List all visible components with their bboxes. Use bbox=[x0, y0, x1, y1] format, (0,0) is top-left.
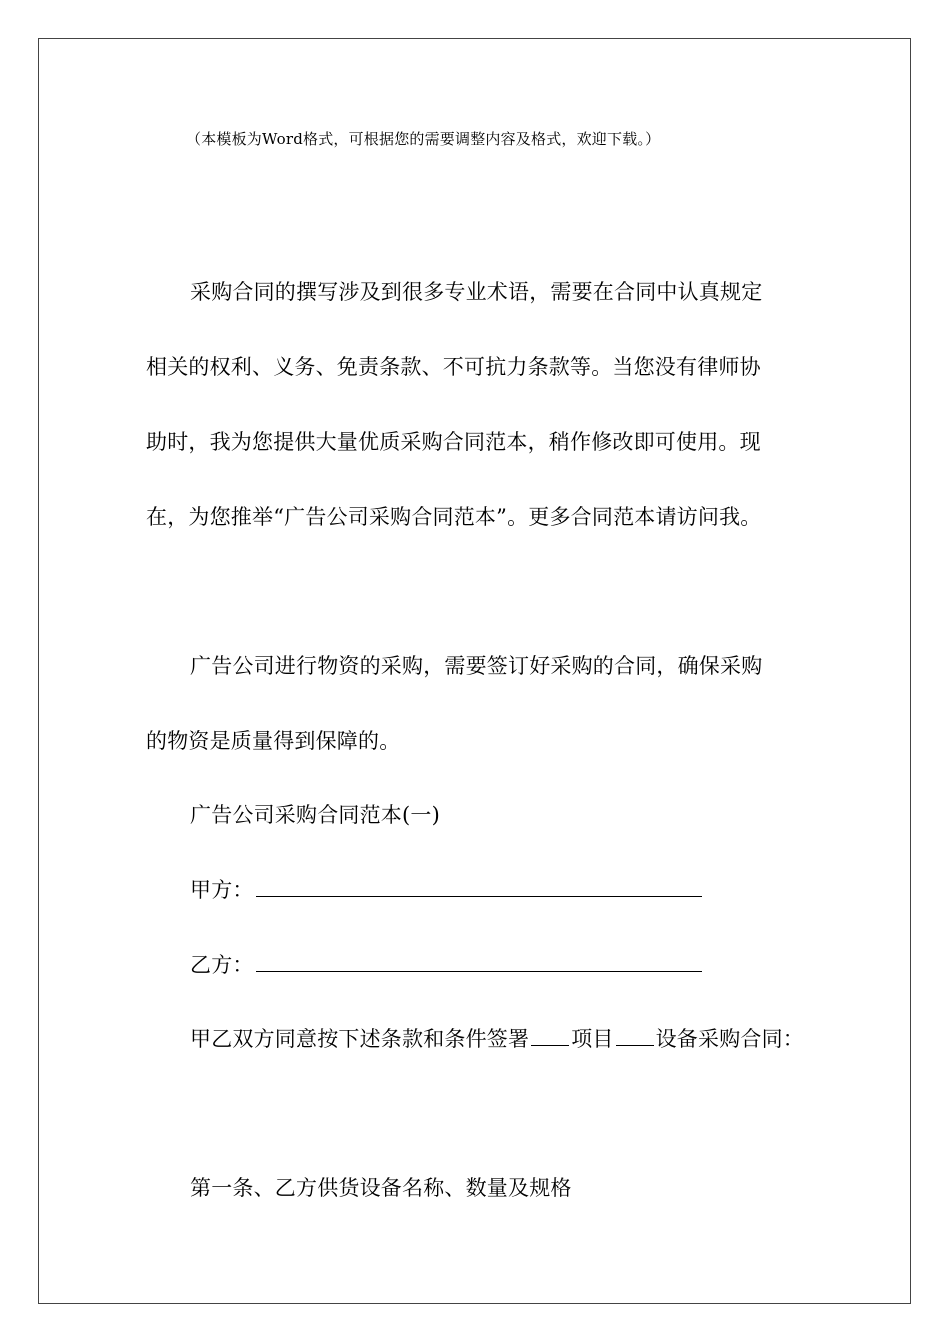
party-a-line bbox=[190, 874, 702, 904]
agreement-text-2: 项目 bbox=[571, 1027, 614, 1051]
intro-line-4: 在，为您推举“广告公司采购合同范本”。更多合同范本请访问我。 bbox=[146, 505, 762, 529]
article-1-heading: 第一条、乙方供货设备名称、数量及规格 bbox=[190, 1176, 572, 1200]
intro-line-3: 助时，我为您提供大量优质采购合同范本，稍作修改即可使用。现 bbox=[146, 430, 761, 454]
party-a-label: 甲方： bbox=[190, 878, 254, 902]
agreement-text-1: 甲乙双方同意按下述条款和条件签署 bbox=[190, 1027, 530, 1051]
party-b-line bbox=[190, 949, 702, 979]
project-blank bbox=[531, 1029, 569, 1046]
intro-line-1: 采购合同的撰写涉及到很多专业术语，需要在合同中认真规定 bbox=[190, 280, 763, 304]
agreement-line bbox=[190, 1023, 804, 1053]
agreement-text-3: 设备采购合同： bbox=[655, 1027, 805, 1051]
party-a-blank bbox=[256, 880, 702, 897]
party-b-blank bbox=[256, 955, 702, 972]
equipment-blank bbox=[616, 1029, 654, 1046]
intro-line-2: 相关的权利、义务、免责条款、不可抗力条款等。当您没有律师协 bbox=[146, 355, 761, 379]
purpose-line-1: 广告公司进行物资的采购，需要签订好采购的合同，确保采购 bbox=[190, 654, 763, 678]
template-note: （本模板为Word格式，可根据您的需要调整内容及格式，欢迎下载。） bbox=[186, 130, 661, 148]
party-b-label: 乙方： bbox=[190, 953, 254, 977]
contract-title: 广告公司采购合同范本(一) bbox=[190, 803, 440, 827]
purpose-line-2: 的物资是质量得到保障的。 bbox=[146, 729, 401, 753]
